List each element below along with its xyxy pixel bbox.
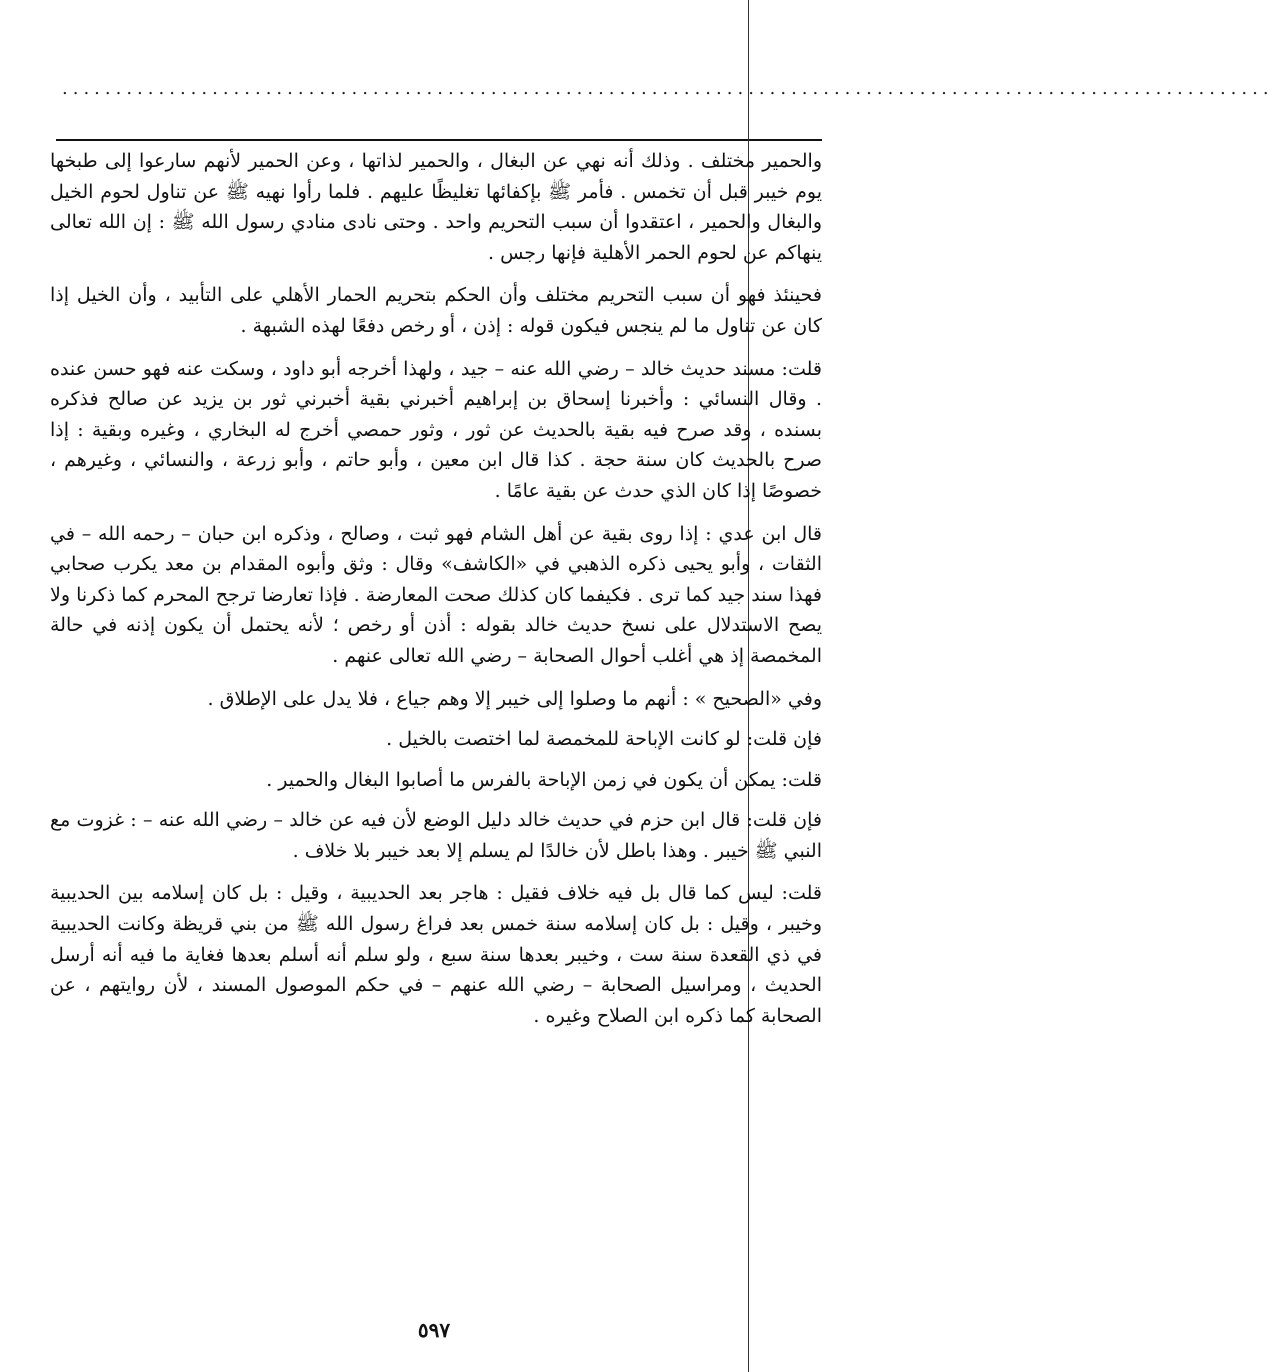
- header-rule: [56, 139, 822, 141]
- paragraph-1: والحمير مختلف . وذلك أنه نهي عن البغال ، والحمير لذاتها ، وعن الحمير لأنهم سارعوا إلى طبخها يوم خيبر قبل أن تخمس . فأمر ﷺ بإكفائها تغليظًا عليهم . فلما رأوا نهيه ﷺ عن تناول لحوم الخيل والبغال والحمير ، اعتقدوا أن سبب التحريم واحد . وحتى نادى منادي رسول الله ﷺ : إن الله تعالى ينهاكم عن لحوم الحمر الأهلية فإنها رجس .: [50, 150, 822, 264]
- paragraph-2: فحينئذ فهو أن سبب التحريم مختلف وأن الحكم بتحريم الحمار الأهلي على التأبيد ، وأن الخيل إذا كان عن تناول ما لم ينجس فيكون قوله : إذن ، أو رخص دفعًا لهذه الشبهة .: [50, 284, 822, 337]
- paragraph-8: فإن قلت: قال ابن حزم في حديث خالد دليل الوضع لأن فيه عن خالد – رضي الله عنه – : غزوت مع النبي ﷺ خيبر . وهذا باطل لأن خالدًا لم يسلم إلا بعد خيبر بلا خلاف .: [50, 809, 822, 862]
- paragraph-9: قلت: ليس كما قال بل فيه خلاف فقيل : هاجر بعد الحديبية ، وقيل : بل كان إسلامه بين الحديبية وخيبر ، وقيل : بل كان إسلامه سنة خمس بعد فراغ رسول الله ﷺ من بني قريظة وكانت الحديبية في ذي القعدة سنة ست ، وخيبر بعدها سنة سبع ، ولو سلم أنه أسلم بعدها فغاية ما فيه أنه أرسل الحديث ، ومراسيل الصحابة – رضي الله عنهم – في حكم الموصول المسند ، لأن روايتهم ، عن الصحابة كما ذكره ابن الصلاح وغيره .: [50, 882, 822, 1027]
- header-dotted-line: .................................................................................................................: [62, 78, 1274, 99]
- paragraph-7: قلت: يمكن أن يكون في زمن الإباحة بالفرس ما أصابوا البغال والحمير .: [266, 768, 822, 791]
- paragraph-3: قلت: مسند حديث خالد – رضي الله عنه – جيد ، ولهذا أخرجه أبو داود ، وسكت عنه فهو حسن عنده . وقال النسائي : وأخبرنا إسحاق بن إبراهيم أخبرني بقية أخبرني ثور بن يزيد عن صالح فذكره بسنده ، وقد صرح فيه بقية بالحديث عن ثور ، وثور حمصي أخرج له البخاري ، وغيره وبقية : إذا صرح بالحديث كان سنة حجة . كذا قال ابن معين ، وأبو حاتم ، وأبو زرعة ، والنسائي ، وغيرهم ، خصوصًا إذا كان الذي حدث عن بقية عامًا .: [50, 357, 822, 502]
- paragraph-4: قال ابن عدي : إذا روى بقية عن أهل الشام فهو ثبت ، وصالح ، وذكره ابن حبان – رحمه الله – في الثقات ، وأبو يحيى ذكره الذهبي في «الكاشف» وقال : وثق وأبوه المقدام بن معد يكرب صحابي فهذا سند جيد كما ترى . فكيفما كان كذلك صحت المعارضة . فإذا تعارضا ترجح المحرم كما ذكرنا ولا يصح الاستدلال على نسخ حديث خالد بقوله : أذن أو رخص ؛ لأنه يحتمل أن يكون إذنه في حالة المخمصة إذ هي أغلب أحوال الصحابة – رضي الله تعالى عنهم .: [50, 522, 822, 667]
- paragraph-6: فإن قلت: لو كانت الإباحة للمخمصة لما اختصت بالخيل .: [386, 728, 822, 751]
- page-body-text: [50, 146, 822, 1043]
- paragraph-5: وفي «الصحيح » : أنهم ما وصلوا إلى خيبر إلا وهم جياع ، فلا يدل على الإطلاق .: [207, 687, 822, 710]
- page-number: ٥٩٧: [417, 1318, 451, 1342]
